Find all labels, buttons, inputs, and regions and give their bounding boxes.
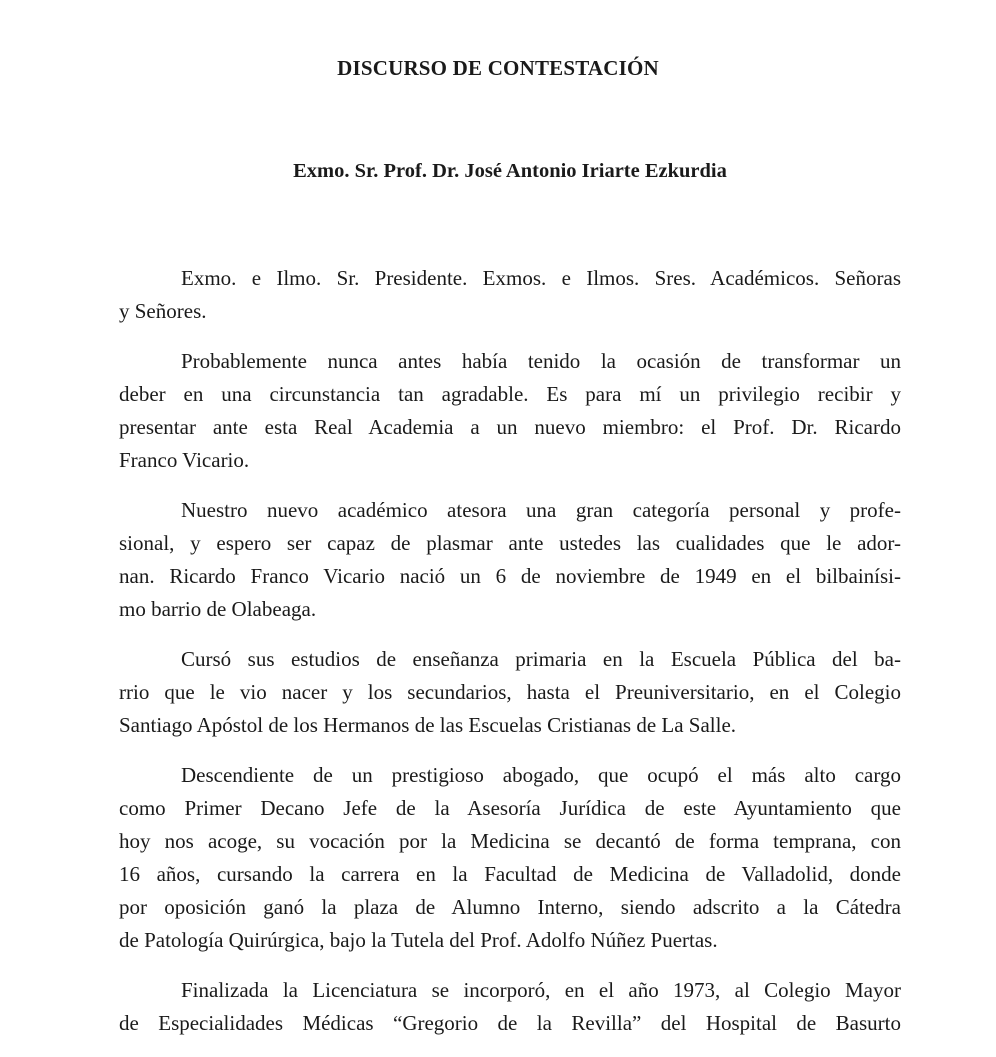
text-line: Probablemente nunca antes había tenido la ocasión de transformar un bbox=[181, 349, 901, 373]
page-title: DISCURSO DE CONTESTACIÓN bbox=[337, 56, 659, 80]
text-line: como Primer Decano Jefe de la Asesoría Jurídica de este Ayuntamiento que bbox=[119, 796, 901, 820]
paragraph-licenciatura bbox=[119, 974, 901, 1040]
document-body bbox=[119, 262, 901, 1057]
paragraph-vocation bbox=[119, 759, 901, 957]
text-line: de Especialidades Médicas “Gregorio de la Revilla” del Hospital de Basurto bbox=[119, 1011, 901, 1035]
text-line: Exmo. e Ilmo. Sr. Presidente. Exmos. e Ilmos. Sres. Académicos. Señoras bbox=[181, 266, 901, 290]
text-line: nan. Ricardo Franco Vicario nació un 6 de noviembre de 1949 en el bilbainísi- bbox=[119, 564, 901, 588]
text-line: mo barrio de Olabeaga. bbox=[119, 597, 317, 621]
text-line: Santiago Apóstol de los Hermanos de las Escuelas Cristianas de La Salle. bbox=[119, 713, 737, 737]
text-line: Cursó sus estudios de enseñanza primaria en la Escuela Pública del ba- bbox=[181, 647, 901, 671]
paragraph-greeting bbox=[119, 262, 901, 328]
paragraph-introduction bbox=[119, 345, 901, 477]
text-line: deber en una circunstancia tan agradable. Es para mí un privilegio recibir y bbox=[119, 382, 901, 406]
text-line: Nuestro nuevo académico atesora una gran categoría personal y profe- bbox=[181, 498, 901, 522]
text-line: hoy nos acoge, su vocación por la Medicina se decantó de forma temprana, con bbox=[119, 829, 901, 853]
text-line: rrio que le vio nacer y los secundarios, hasta el Preuniversitario, en el Colegio bbox=[119, 680, 901, 704]
text-line: Finalizada la Licenciatura se incorporó, en el año 1973, al Colegio Mayor bbox=[181, 978, 901, 1002]
text-line: de Patología Quirúrgica, bajo la Tutela del Prof. Adolfo Núñez Puertas. bbox=[119, 928, 718, 952]
text-line: Franco Vicario. bbox=[119, 448, 250, 472]
text-line: por oposición ganó la plaza de Alumno Interno, siendo adscrito a la Cátedra bbox=[119, 895, 901, 919]
author-heading: Exmo. Sr. Prof. Dr. José Antonio Iriarte Ezkurdia bbox=[293, 160, 727, 182]
paragraph-schooling bbox=[119, 643, 901, 742]
text-line: 16 años, cursando la carrera en la Facultad de Medicina de Valladolid, donde bbox=[119, 862, 901, 886]
text-line: y Señores. bbox=[119, 299, 207, 323]
text-line: Descendiente de un prestigioso abogado, que ocupó el más alto cargo bbox=[181, 763, 901, 787]
text-line: sional, y espero ser capaz de plasmar ante ustedes las cualidades que le ador- bbox=[119, 531, 901, 555]
paragraph-birth bbox=[119, 494, 901, 626]
text-line: presentar ante esta Real Academia a un nuevo miembro: el Prof. Dr. Ricardo bbox=[119, 415, 901, 439]
